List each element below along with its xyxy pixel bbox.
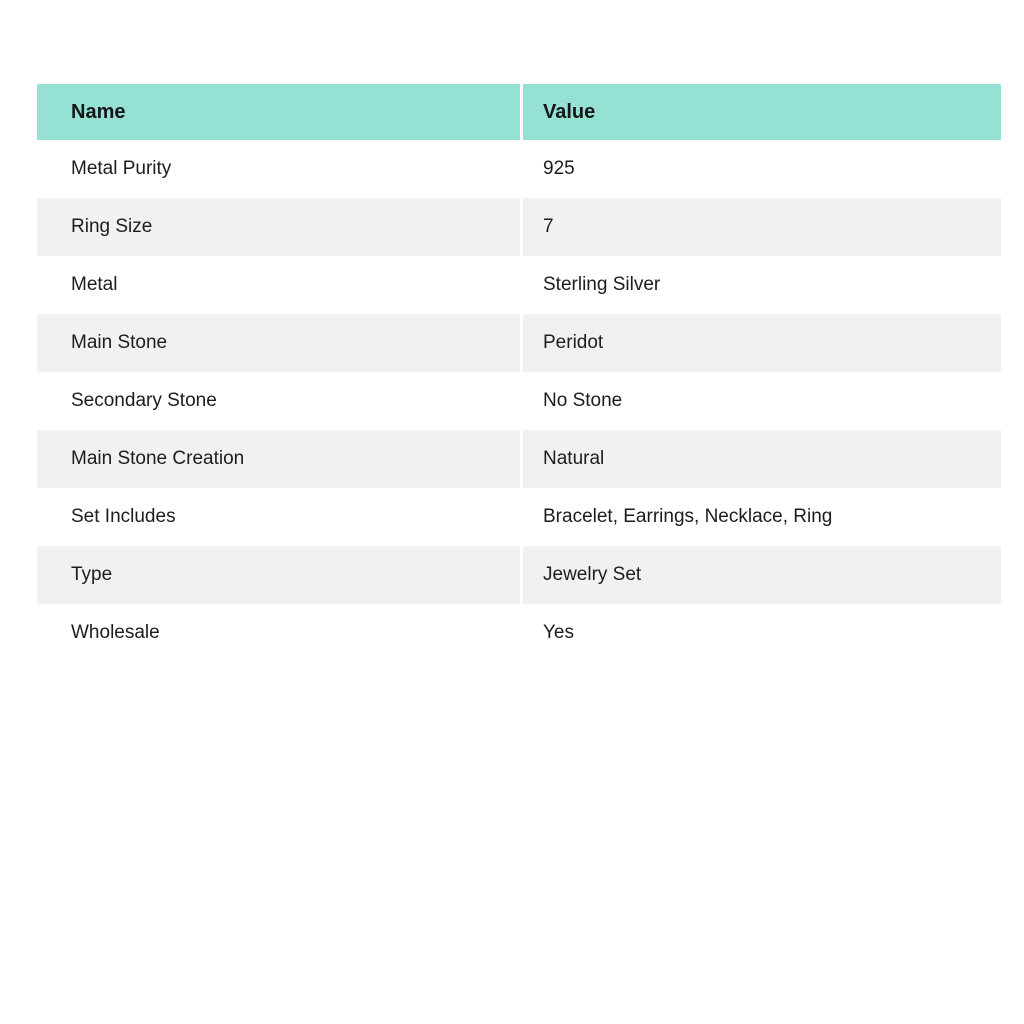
attribute-value-cell: Bracelet, Earrings, Necklace, Ring (523, 488, 1001, 546)
table-row (37, 198, 1001, 256)
product-attributes-table (37, 84, 1001, 662)
attribute-name-cell: Secondary Stone (37, 372, 523, 430)
attribute-name-cell: Metal (37, 256, 523, 314)
table-body (37, 140, 1001, 662)
attribute-value-cell: Jewelry Set (523, 546, 1001, 604)
table-row (37, 314, 1001, 372)
table-row (37, 604, 1001, 662)
attribute-value-cell: Natural (523, 430, 1001, 488)
column-header-value: Value (523, 84, 1001, 140)
table-row (37, 546, 1001, 604)
attribute-name-cell: Main Stone (37, 314, 523, 372)
table-row (37, 256, 1001, 314)
attribute-name-cell: Set Includes (37, 488, 523, 546)
attribute-name-cell: Metal Purity (37, 140, 523, 198)
table-row (37, 488, 1001, 546)
attribute-name-cell: Type (37, 546, 523, 604)
attribute-value-cell: Yes (523, 604, 1001, 662)
table-row (37, 430, 1001, 488)
attribute-value-cell: No Stone (523, 372, 1001, 430)
attribute-value-cell: 7 (523, 198, 1001, 256)
attribute-value-cell: Sterling Silver (523, 256, 1001, 314)
table-row (37, 372, 1001, 430)
attribute-name-cell: Ring Size (37, 198, 523, 256)
header-row (37, 84, 1001, 140)
attribute-value-cell: Peridot (523, 314, 1001, 372)
table-row (37, 140, 1001, 198)
attribute-name-cell: Main Stone Creation (37, 430, 523, 488)
column-header-name: Name (37, 84, 523, 140)
attribute-value-cell: 925 (523, 140, 1001, 198)
attribute-name-cell: Wholesale (37, 604, 523, 662)
